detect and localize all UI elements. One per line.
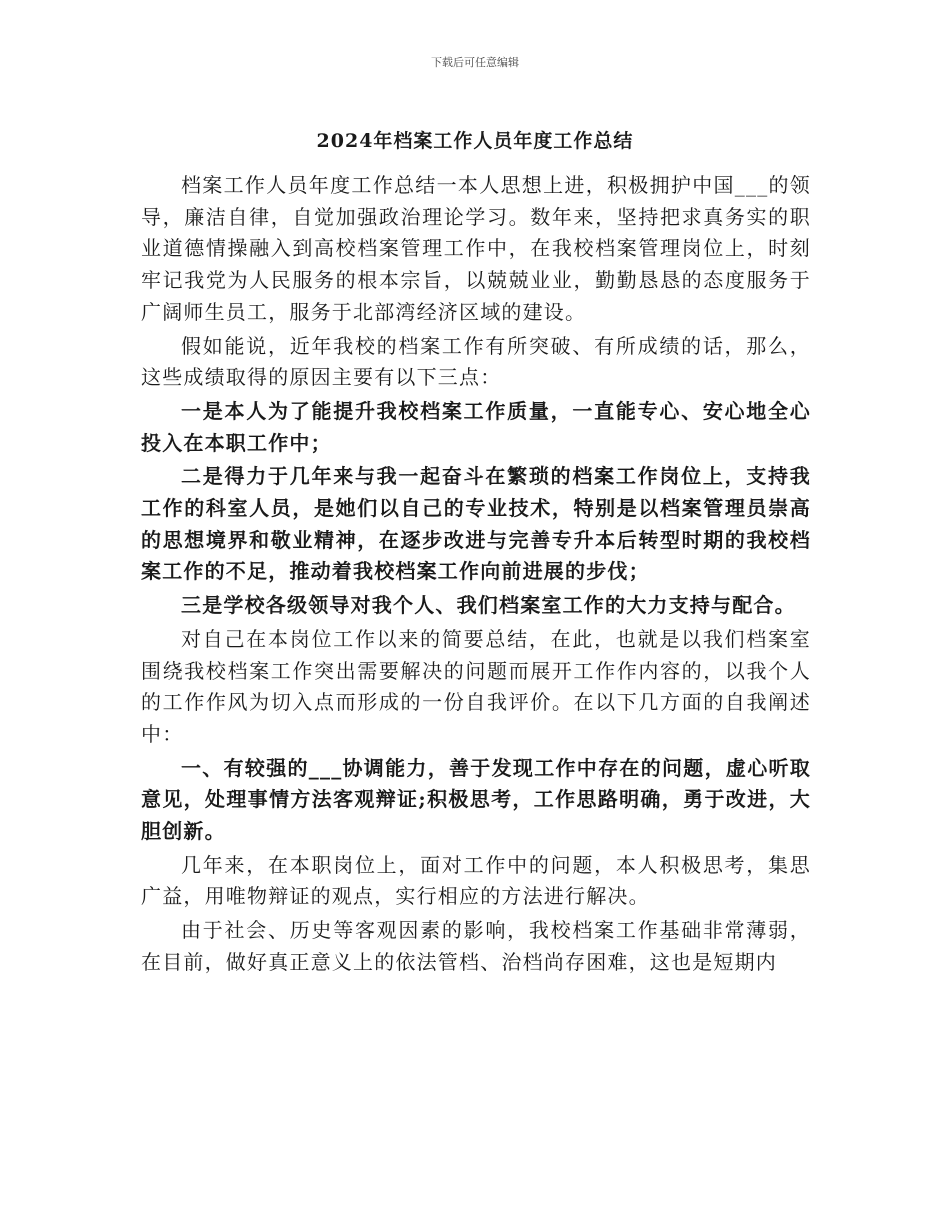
document-title: 2024年档案工作人员年度工作总结 xyxy=(316,130,634,152)
document-body xyxy=(141,170,811,979)
paragraph: 由于社会、历史等客观因素的影响，我校档案工作基础非常薄弱，在目前，做好真正意义上的依法管档、治档尚存困难，这也是短期内 xyxy=(141,918,811,974)
paragraph: 假如能说，近年我校的档案工作有所突破、有所成绩的话，那么，这些成绩取得的原因主要有以下三点： xyxy=(141,333,811,390)
header-note: 下载后可任意编辑 xyxy=(431,56,519,69)
paragraph: 一、有较强的___协调能力，善于发现工作中存在的问题，虚心听取意见，处理事情方法客观辩证;积极思考，工作思路明确，勇于改进，大胆创新。 xyxy=(141,755,811,844)
paragraph: 几年来，在本职岗位上，面对工作中的问题，本人积极思考，集思广益，用唯物辩证的观点，实行相应的方法进行解决。 xyxy=(141,852,811,909)
paragraph: 二是得力于几年来与我一起奋斗在繁琐的档案工作岗位上，支持我工作的科室人员，是她们以自己的专业技术，特别是以档案管理员崇高的思想境界和敬业精神，在逐步改进与完善专升本后转型时期的我校档案工作的不足，推动着我校档案工作向前进展的步伐； xyxy=(141,464,811,584)
paragraph: 档案工作人员年度工作总结一本人思想上进，积极拥护中国___的领导，廉洁自律，自觉加强政治理论学习。数年来，坚持把求真务实的职业道德情操融入到高校档案管理工作中，在我校档案管理岗位上，时刻牢记我党为人民服务的根本宗旨，以兢兢业业，勤勤恳恳的态度服务于广阔师生员工，服务于北部湾经济区域的建设。 xyxy=(141,173,811,324)
paragraph: 一是本人为了能提升我校档案工作质量，一直能专心、安心地全心投入在本职工作中； xyxy=(141,398,811,455)
paragraph: 三是学校各级领导对我个人、我们档案室工作的大力支持与配合。 xyxy=(181,593,796,618)
paragraph: 对自己在本岗位工作以来的简要总结，在此，也就是以我们档案室围绕我校档案工作突出需要解决的问题而展开工作作内容的，以我个人的工作作风为切入点而形成的一份自我评价。在以下几方面的自我阐述中： xyxy=(141,626,811,746)
